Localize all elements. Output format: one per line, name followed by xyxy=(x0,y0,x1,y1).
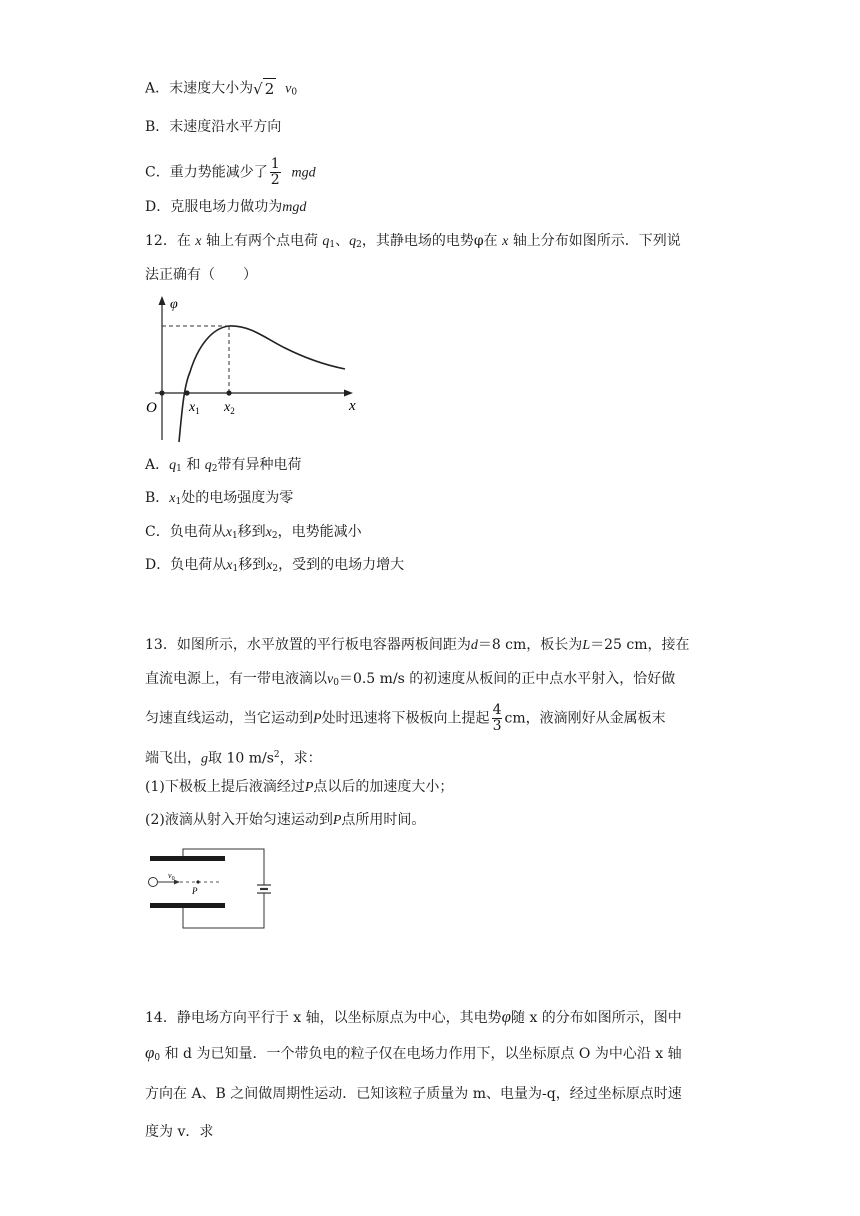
text: 移到 xyxy=(238,557,267,573)
q12-option-b xyxy=(145,488,293,512)
point-p xyxy=(196,880,199,883)
text: 处的电场强度为零 xyxy=(181,490,294,506)
fraction-numerator: 1 xyxy=(270,156,280,172)
phi-symbol: φ xyxy=(145,1043,155,1062)
sqrt-expression: √ 2 xyxy=(253,80,275,98)
q12-option-d xyxy=(145,555,404,579)
mgd-symbol: mgd xyxy=(282,200,307,215)
q13-line-1 xyxy=(145,635,690,656)
q14-line-4 xyxy=(145,1122,213,1142)
mgd-symbol: mgd xyxy=(291,165,316,181)
text: 13．如图所示，水平放置的平行板电容器两板间距为 xyxy=(145,637,471,653)
x-symbol: x xyxy=(502,234,509,249)
text: ，电势能减小 xyxy=(277,524,362,540)
p-symbol: P xyxy=(332,813,342,828)
text: 轴上分布如图所示．下列说 xyxy=(512,233,681,249)
x2-label: $x_2$ xyxy=(224,400,235,416)
text: ＝8 cm，板长为 xyxy=(477,637,583,653)
x2-point xyxy=(226,390,231,395)
text: (1)下极板上提后液滴经过 xyxy=(145,779,305,795)
circuit-wire-bottom xyxy=(183,893,264,928)
q13-subquestion-1 xyxy=(145,777,453,798)
fraction-one-half xyxy=(270,157,281,188)
q14-line-2 xyxy=(145,1043,682,1068)
text: 移到 xyxy=(237,524,266,540)
q14-line-1 xyxy=(145,1007,682,1028)
superscript: 2 xyxy=(273,750,280,760)
subscript: 1 xyxy=(175,497,182,507)
text: 14．静电场方向平行于 x 轴，以坐标原点为中心，其电势 xyxy=(145,1010,502,1026)
text: C．负电荷从 xyxy=(145,524,226,540)
q11-option-b xyxy=(145,117,281,137)
q11-option-a xyxy=(145,78,297,103)
text: B． xyxy=(145,490,170,506)
potential-curve xyxy=(179,326,345,442)
q12-option-c xyxy=(145,522,362,546)
capacitor-circuit-diagram xyxy=(140,845,280,933)
q12-stem-line-1 xyxy=(145,231,681,255)
d-symbol: d xyxy=(470,638,478,653)
q11-option-b-text: B．末速度沿水平方向 xyxy=(145,119,282,135)
q11-option-a-text: A．末速度大小为 xyxy=(145,80,254,97)
x-symbol: x xyxy=(266,558,273,573)
circuit-wire-top xyxy=(183,849,264,885)
text: ＝0.5 m/s 的初速度从板间的正中点水平射入，恰好做 xyxy=(338,671,676,687)
origin-point xyxy=(159,390,164,395)
x-symbol: x xyxy=(195,234,202,249)
q11-option-d xyxy=(145,197,306,218)
text: 轴上有两个点电荷 xyxy=(205,233,318,249)
q11-option-c-text: C．重力势能减少了 xyxy=(145,164,268,181)
text: ，求： xyxy=(279,750,322,767)
text: 12．在 xyxy=(145,233,191,249)
upper-plate xyxy=(150,856,225,861)
subscript: 1 xyxy=(231,531,238,541)
subscript: 2 xyxy=(211,464,218,474)
p-symbol: P xyxy=(304,780,314,795)
text: 点所用时间。 xyxy=(341,812,426,828)
l-symbol: L xyxy=(582,638,591,653)
x-symbol: x xyxy=(169,491,176,506)
x-symbol: x xyxy=(226,558,233,573)
subscript: 2 xyxy=(356,240,362,250)
text: (2)液滴从射入开始匀速运动到 xyxy=(145,812,333,828)
p-symbol: P xyxy=(313,711,322,727)
text: ＝25 cm，接在 xyxy=(590,637,690,653)
text: 带有异种电荷 xyxy=(217,457,302,473)
q14-line-3 xyxy=(145,1084,682,1104)
droplet-source xyxy=(149,878,158,887)
text: 匀速直线运动，当它运动到 xyxy=(145,710,313,727)
q-symbol: q xyxy=(322,234,330,249)
q13-line-4 xyxy=(145,745,322,770)
q-symbol: q xyxy=(204,458,212,473)
phi-axis-label: φ xyxy=(170,297,178,312)
text: 处时迅速将下极板向上提起 xyxy=(321,710,490,727)
text: ，受到的电场力增大 xyxy=(278,557,405,573)
text: 取 10 m/s xyxy=(208,750,274,767)
x-axis-arrow xyxy=(344,390,353,397)
text: ，其静电场的电势φ在 xyxy=(361,233,498,249)
q12-option-a xyxy=(145,455,302,479)
text: D．负电荷从 xyxy=(145,557,227,573)
subscript: 1 xyxy=(176,464,182,474)
text: 点以后的加速度大小； xyxy=(313,779,454,795)
text: 端飞出， xyxy=(145,750,201,767)
fraction-numerator: 4 xyxy=(492,702,502,718)
q11-option-d-text: D．克服电场力做功为 xyxy=(145,199,283,215)
q-symbol: q xyxy=(169,458,177,473)
x1-label: $x_1$ xyxy=(189,400,200,416)
text: 法正确有（ ） xyxy=(145,267,257,283)
q13-subquestion-2 xyxy=(145,810,425,831)
p-label: P xyxy=(192,886,198,896)
text: 随 x 的分布如图所示，图中 xyxy=(511,1010,682,1026)
q13-line-3 xyxy=(145,703,666,734)
subscript: 0 xyxy=(154,1053,161,1063)
fraction-denominator: 2 xyxy=(270,172,280,188)
y-axis-arrow xyxy=(159,296,166,305)
x-symbol: x xyxy=(265,525,272,540)
x-symbol: x xyxy=(225,525,232,540)
phi-symbol: φ xyxy=(501,1007,512,1026)
text: 度为 v．求 xyxy=(145,1124,214,1140)
q12-stem-line-2 xyxy=(145,265,257,285)
subscript: 0 xyxy=(333,678,339,688)
text: 、 xyxy=(335,233,350,249)
subscript: 1 xyxy=(329,240,336,250)
text: 直流电源上，有一带电液滴以 xyxy=(145,671,327,687)
g-symbol: g xyxy=(201,751,208,767)
fraction-four-thirds xyxy=(492,703,503,734)
text: 方向在 A、B 之间做周期性运动．已知该粒子质量为 m、电量为-q，经过坐标原点时速 xyxy=(145,1086,682,1102)
q13-line-2 xyxy=(145,669,675,693)
subscript: 1 xyxy=(232,564,239,574)
text: 和 xyxy=(186,457,201,473)
v0-label: $v_0$ xyxy=(168,871,175,882)
origin-label: O xyxy=(146,400,157,416)
subscript: 2 xyxy=(271,531,278,541)
subscript: 2 xyxy=(272,564,279,574)
x-axis-label: x xyxy=(349,398,356,414)
v-symbol: v xyxy=(327,672,334,687)
velocity-subscript: 0 xyxy=(291,87,298,98)
text: 和 d 为已知量．一个带负电的粒子仅在电场力作用下，以坐标原点 O 为中心沿 x 轴 xyxy=(164,1046,682,1062)
velocity-symbol: v xyxy=(285,81,292,97)
velocity-arrowhead xyxy=(174,880,180,885)
q11-option-c xyxy=(145,157,316,188)
fraction-denominator: 3 xyxy=(492,718,502,734)
potential-graph xyxy=(140,290,380,445)
q-symbol: q xyxy=(349,234,357,249)
sqrt-radicand: 2 xyxy=(264,80,275,98)
x1-point xyxy=(184,390,189,395)
text: A． xyxy=(145,457,170,473)
text: cm，液滴刚好从金属板末 xyxy=(504,710,666,727)
lower-plate xyxy=(150,903,225,908)
